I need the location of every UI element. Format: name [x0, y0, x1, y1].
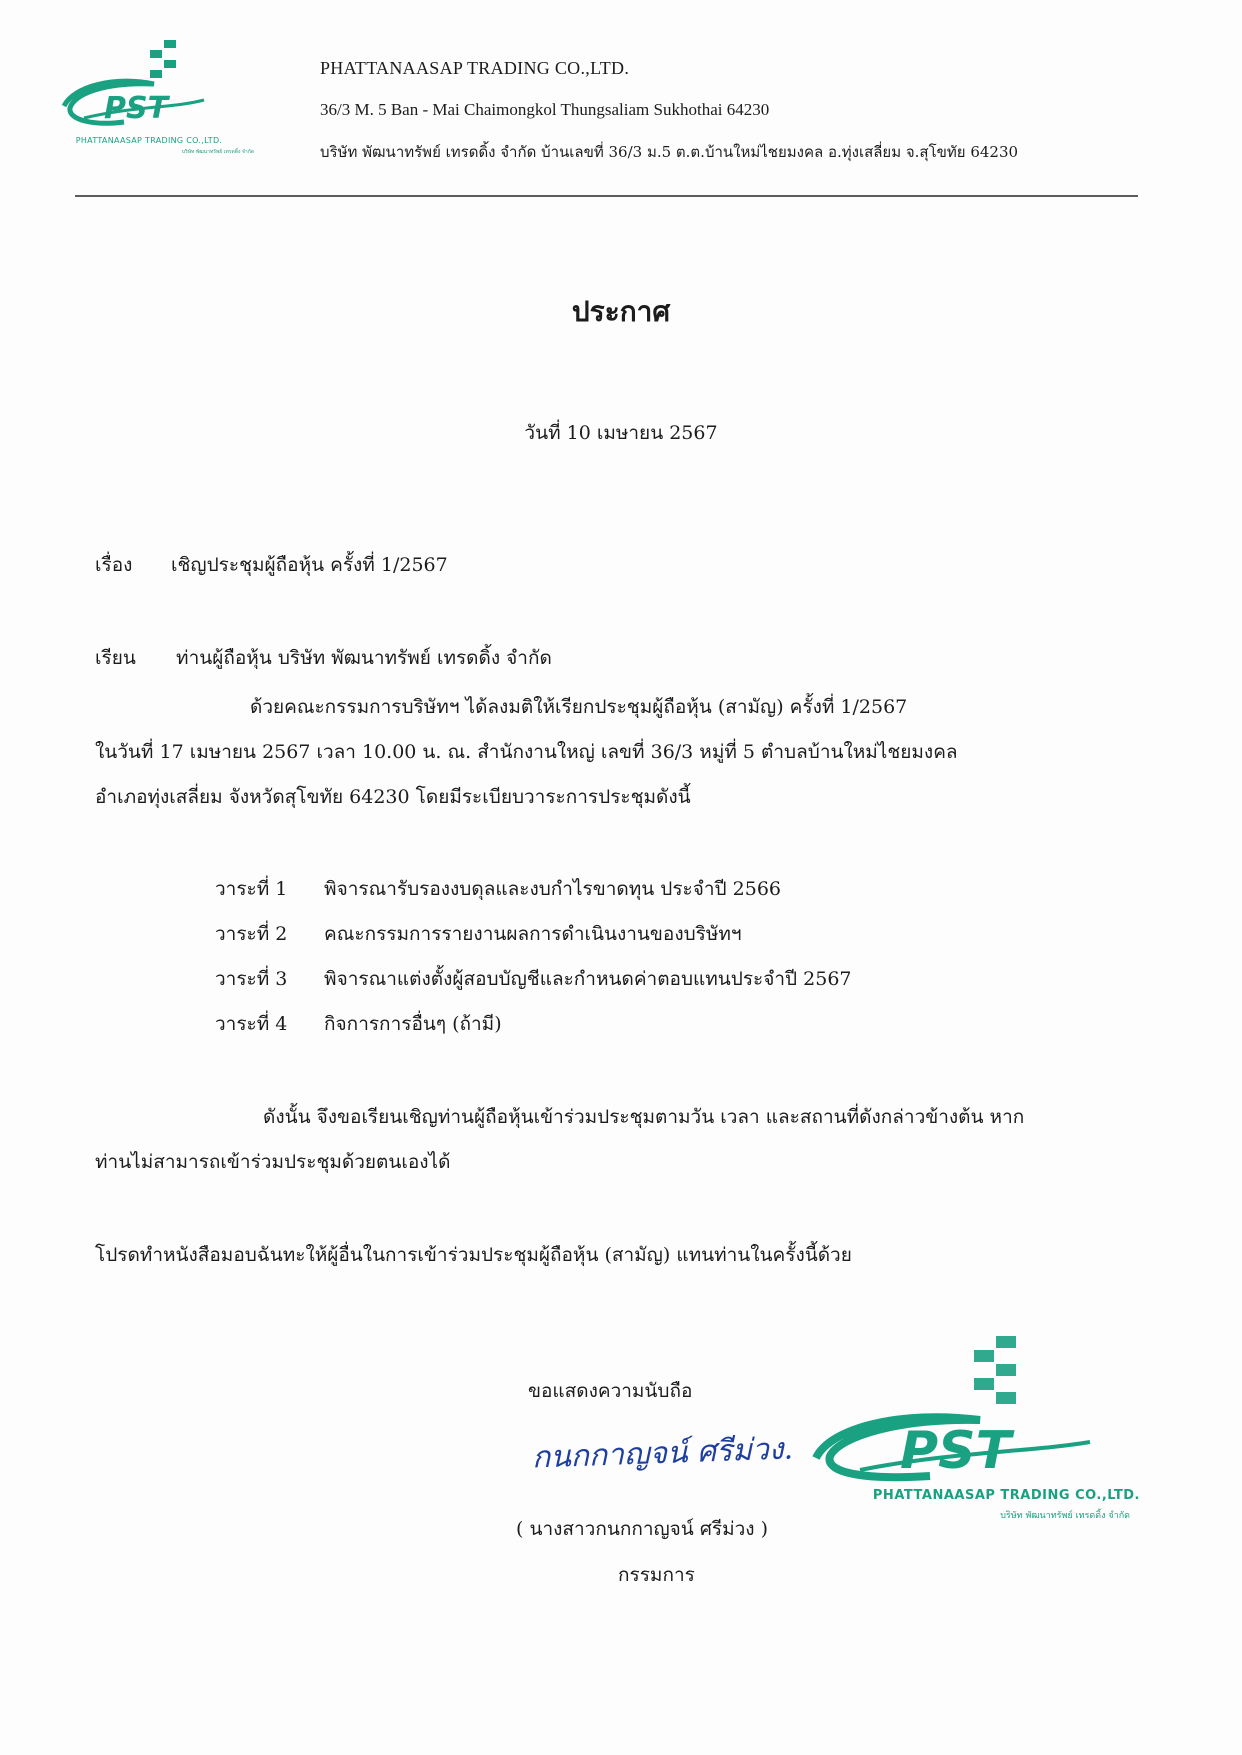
- agenda-text: คณะกรรมการรายงานผลการดำเนินงานของบริษัทฯ: [324, 923, 742, 945]
- agenda-item: [215, 874, 781, 904]
- document-title: ประกาศ: [571, 295, 671, 328]
- body-line: ด้วยคณะกรรมการบริษัทฯ ได้ลงมติให้เรียกประชุมผู้ถือหุ้น (สามัญ) ครั้งที่ 1/2567: [250, 696, 908, 718]
- agenda-text: พิจารณารับรองงบดุลและงบกำไรขาดทุน ประจำปี 2566: [324, 878, 781, 900]
- subject-label: เรื่อง: [95, 554, 133, 576]
- stamp-brand-text: PHATTANAASAP TRADING CO.,LTD.: [872, 1488, 1140, 1503]
- agenda-label: วาระที่ 3: [215, 968, 288, 990]
- agenda-text: พิจารณาแต่งตั้งผู้สอบบัญชีและกำหนดค่าตอบแทนประจำปี 2567: [324, 968, 852, 990]
- signer-name: ( นางสาวกนกกาญจน์ ศรีม่วง ): [516, 1518, 769, 1540]
- stamp-brand-sub: บริษัท พัฒนาทรัพย์ เทรดดิ้ง จำกัด: [1000, 1511, 1130, 1521]
- recipient-line: [95, 643, 552, 673]
- company-name: PHATTANAASAP TRADING CO.,LTD.: [320, 58, 630, 78]
- subject-line: [95, 550, 448, 580]
- invite-line: ดังนั้น จึงขอเรียนเชิญท่านผู้ถือหุ้นเข้าร่วมประชุมตามวัน เวลา และสถานที่ดังกล่าวข้างต้น หาก: [263, 1106, 1025, 1128]
- invite-line: ท่านไม่สามารถเข้าร่วมประชุมด้วยตนเองได้: [95, 1151, 451, 1173]
- agenda-label: วาระที่ 1: [215, 878, 288, 900]
- logo-brand-text: PHATTANAASAP TRADING CO.,LTD.: [75, 136, 223, 145]
- agenda-label: วาระที่ 4: [215, 1013, 288, 1035]
- recipient-label: เรียน: [95, 647, 136, 669]
- document-date: วันที่ 10 เมษายน 2567: [524, 422, 718, 444]
- company-logo: [44, 36, 254, 162]
- company-stamp: [800, 1330, 1140, 1530]
- closing-text: ขอแสดงความนับถือ: [528, 1380, 693, 1402]
- subject-text: เชิญประชุมผู้ถือหุ้น ครั้งที่ 1/2567: [171, 554, 448, 576]
- agenda-item: [215, 919, 742, 949]
- agenda-text: กิจการการอื่นๆ (ถ้ามี): [324, 1013, 502, 1035]
- body-line: ในวันที่ 17 เมษายน 2567 เวลา 10.00 น. ณ. สำนักงานใหญ่ เลขที่ 36/3 หมู่ที่ 5 ตำบลบ้านใหม่ไชยมงคล: [95, 741, 958, 763]
- svg-text:PST: PST: [104, 91, 169, 126]
- stamp-logo-icon: [800, 1330, 1140, 1510]
- svg-text:PST: PST: [900, 1421, 1012, 1481]
- body-line: อำเภอทุ่งเสลี่ยม จังหวัดสุโขทัย 64230 โดยมีระเบียบวาระการประชุมดังนี้: [95, 786, 691, 808]
- pst-logo-icon: [44, 36, 254, 146]
- handwritten-signature: กนกกาญจน์ ศรีม่วง.: [531, 1431, 794, 1476]
- recipient-text: ท่านผู้ถือหุ้น บริษัท พัฒนาทรัพย์ เทรดดิ้ง จำกัด: [176, 647, 552, 669]
- agenda-label: วาระที่ 2: [215, 923, 288, 945]
- letterhead-divider: [75, 195, 1138, 197]
- logo-brand-sub: บริษัท พัฒนาทรัพย์ เทรดดิ้ง จำกัด: [181, 149, 254, 155]
- agenda-item: [215, 964, 852, 994]
- proxy-line: โปรดทำหนังสือมอบฉันทะให้ผู้อื่นในการเข้าร่วมประชุมผู้ถือหุ้น (สามัญ) แทนท่านในครั้งนี้ด้วย: [95, 1244, 852, 1266]
- signer-position: กรรมการ: [618, 1564, 695, 1586]
- agenda-item: [215, 1009, 502, 1039]
- company-address-th: บริษัท พัฒนาทรัพย์ เทรดดิ้ง จำกัด บ้านเลขที่ 36/3 ม.5 ต.ต.บ้านใหม่ไชยมงคล อ.ทุ่งเสลี่ยม จ.สุโขทัย 64230: [320, 143, 1019, 161]
- company-address-en: 36/3 M. 5 Ban - Mai Chaimongkol Thungsaliam Sukhothai 64230: [320, 100, 770, 119]
